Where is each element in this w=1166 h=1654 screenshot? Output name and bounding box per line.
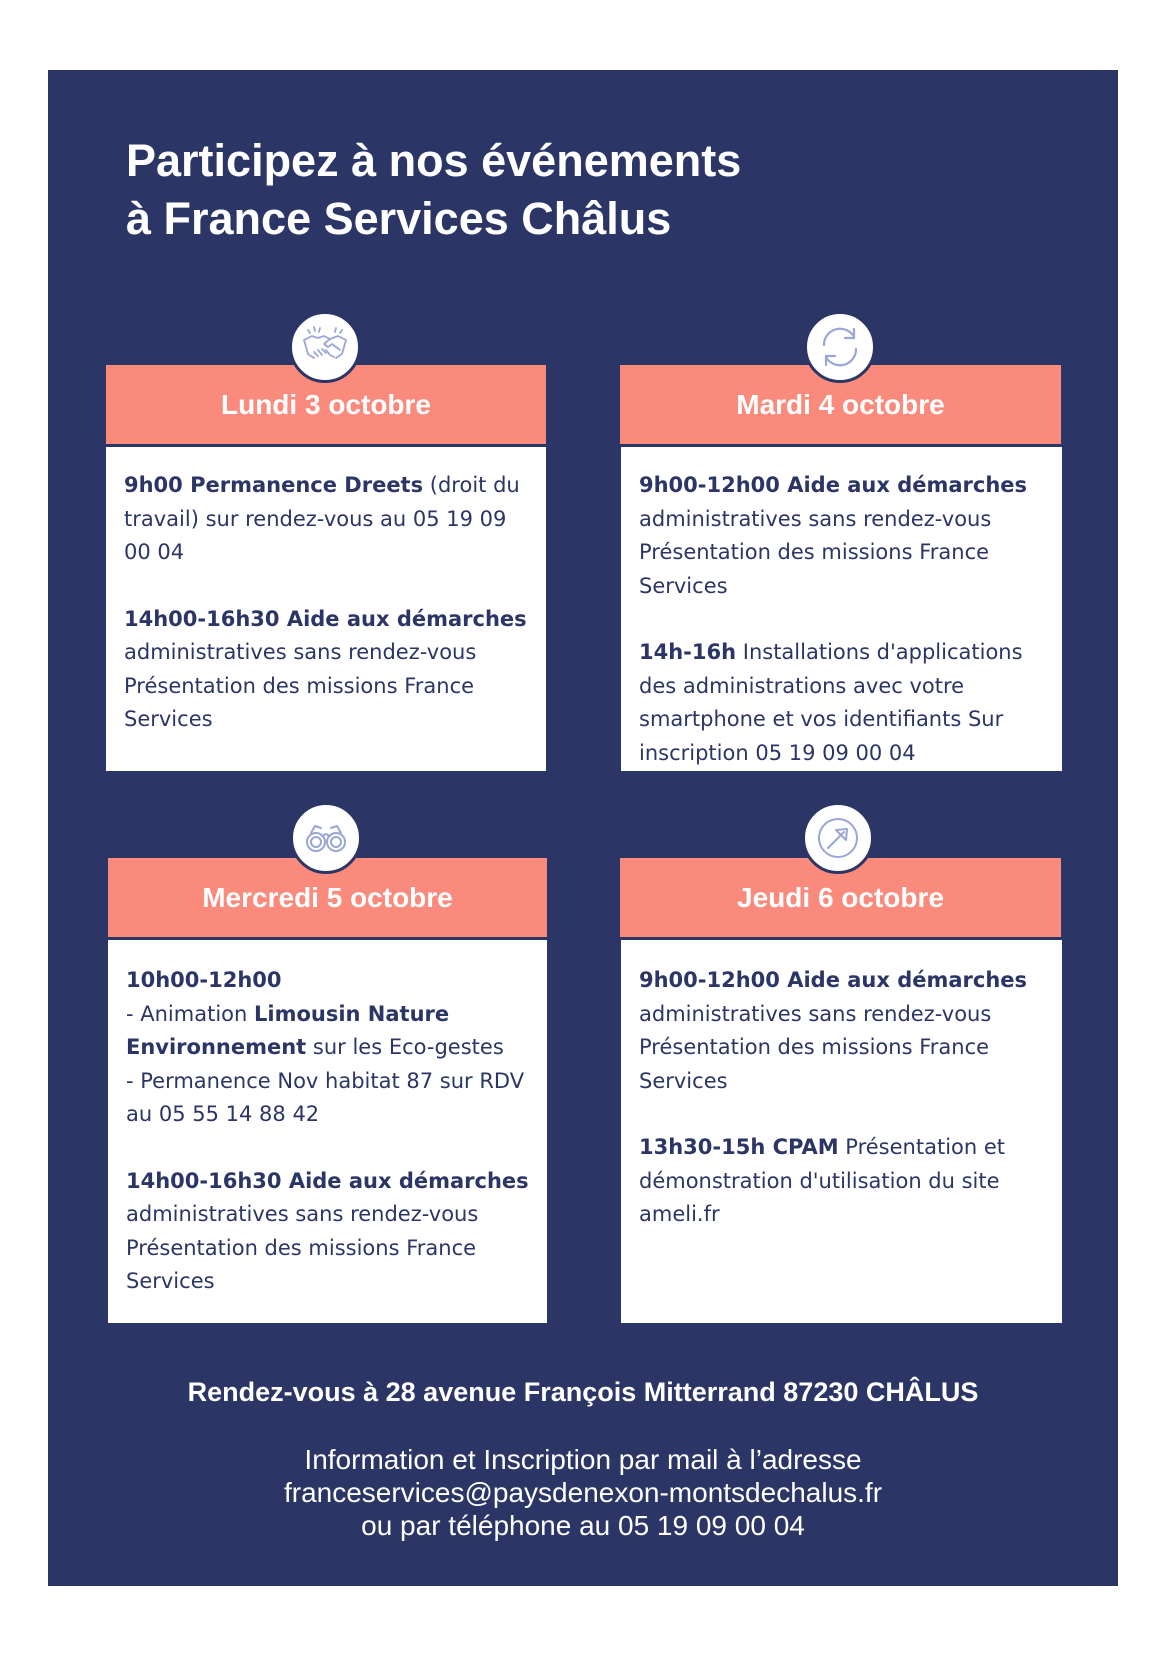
day-header-monday: Lundi 3 octobre (103, 362, 549, 447)
refresh-icon (816, 323, 864, 371)
binoculars-icon (302, 814, 350, 862)
contact-email: franceservices@paysdenexon-montsdechalus.fr (283, 1477, 883, 1508)
title-line-1: Participez à nos événements (126, 135, 742, 186)
event-time: 14h00-16h30 Aide aux démarches (126, 1168, 529, 1193)
contact-phone: ou par téléphone au 05 19 09 00 04 (361, 1510, 805, 1541)
event-details: administratives sans rendez-vous Présentation des missions France Services (639, 506, 992, 598)
event-details: Présentation et démonstration d'utilisation du site ameli.fr (639, 1135, 1006, 1226)
compass-badge (802, 802, 874, 874)
event-details: administratives sans rendez-vous Présentation des missions France Services (639, 1001, 992, 1093)
day-card-tuesday (621, 445, 1062, 771)
poster-background (48, 70, 1118, 1586)
event-time: 14h-16h (639, 640, 737, 664)
handshake-icon (300, 322, 350, 372)
event-details: administratives sans rendez-vous Présentation des missions France Services (124, 640, 477, 731)
event-block (639, 1131, 1044, 1232)
day-header-thursday: Jeudi 6 octobre (617, 855, 1064, 940)
event-details: Installations d'applications des administrations avec votre smartphone et vos identifiants Sur inscription 05 19 09 00 04 (639, 640, 1023, 765)
day-header-tuesday: Mardi 4 octobre (617, 362, 1064, 447)
event-block (124, 469, 528, 570)
compass-icon (814, 814, 862, 862)
event-time: 9h00-12h00 Aide aux démarches (639, 473, 1028, 497)
event-time: 14h00-16h30 Aide aux démarches (124, 606, 527, 631)
day-card-monday (106, 445, 546, 771)
address-line: Rendez-vous à 28 avenue François Mitterrand 87230 CHÂLUS (187, 1377, 979, 1407)
day-header-wednesday: Mercredi 5 octobre (105, 855, 550, 940)
event-block (126, 964, 529, 1132)
event-line-prefix: - Animation (126, 1001, 254, 1026)
day-card-wednesday (108, 940, 547, 1323)
event-time: 9h00-12h00 Aide aux démarches (639, 968, 1028, 992)
page-title (126, 132, 741, 248)
refresh-badge (804, 311, 876, 383)
event-organization: Limousin Nature Environnement (126, 1001, 450, 1059)
event-block (124, 603, 528, 737)
contact-info-intro: Information et Inscription par mail à l’adresse (304, 1444, 862, 1475)
event-block (639, 964, 1044, 1098)
contact-info (48, 1443, 1118, 1542)
event-time: 9h00 Permanence Dreets (124, 473, 424, 497)
binoculars-badge (290, 802, 362, 874)
event-details: administratives sans rendez-vous Présentation des missions France Services (126, 1202, 479, 1293)
title-line-2: à France Services Châlus (126, 193, 672, 244)
day-card-thursday (621, 940, 1062, 1323)
event-block (126, 1165, 529, 1299)
event-details: - Permanence Nov habitat 87 sur RDV au 05 55 14 88 42 (126, 1068, 525, 1126)
event-details: (droit du travail) sur rendez-vous au 05 19 09 00 04 (124, 473, 520, 564)
event-block (639, 469, 1044, 603)
handshake-badge (289, 311, 361, 383)
event-block (639, 636, 1044, 770)
event-time: 10h00-12h00 (126, 968, 282, 992)
event-time: 13h30-15h CPAM (639, 1135, 839, 1159)
event-details: sur les Eco-gestes (306, 1035, 504, 1059)
